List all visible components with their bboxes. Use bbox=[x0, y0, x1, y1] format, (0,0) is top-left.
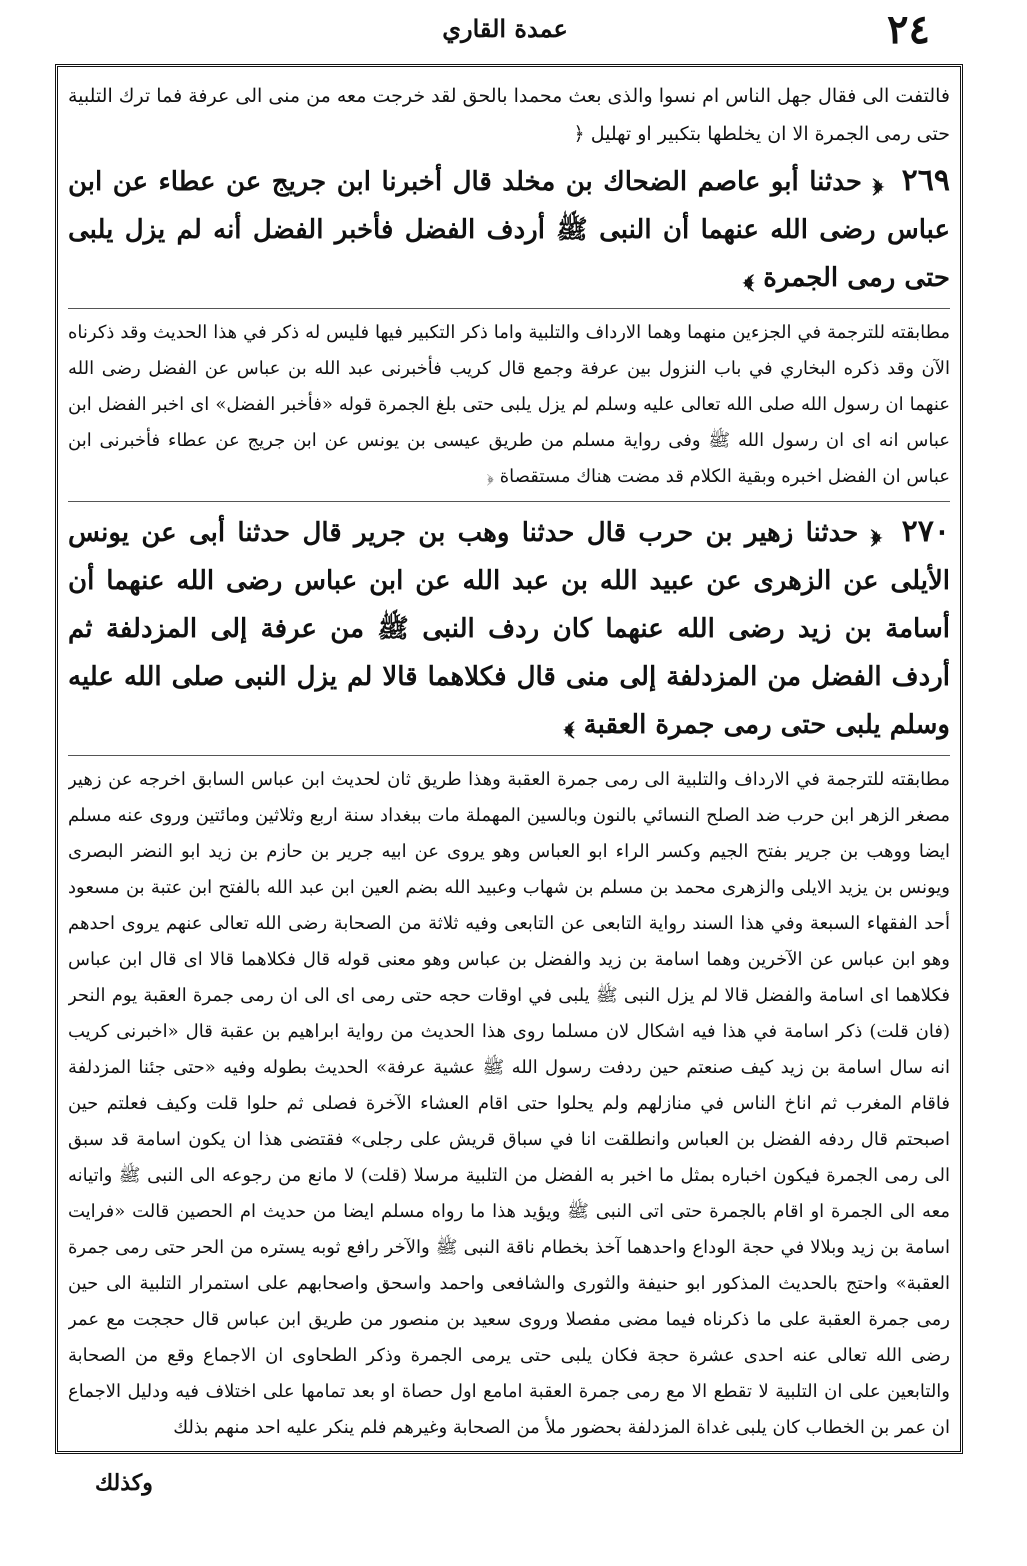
catchword: وكذلك bbox=[95, 1470, 153, 1496]
hadith-270 bbox=[68, 508, 950, 749]
hadith-269 bbox=[68, 157, 950, 302]
text-frame bbox=[55, 64, 963, 1454]
divider bbox=[68, 308, 950, 309]
page-header bbox=[60, 8, 950, 58]
hadith-number-270: ٢٧٠ bbox=[901, 514, 950, 549]
divider bbox=[68, 755, 950, 756]
hadith-text-270: ﴿ حدثنا زهير بن حرب قال حدثنا وهب بن جرير قال حدثنا أبى عن يونس الأيلى عن الزهرى عن عبيد الله بن عبد الله عن ابن عباس رضى الله عنهما أن أسامة بن زيد رضى الله عنهما كان ردف النبى ﷺ من عرفة إلى المزدلفة ثم أردف الفضل من المزدلفة إلى منى قال فكلاهما قالا لم يزل النبى صلى الله عليه وسلم يلبى حتى رمى جمرة العقبة ﴾ bbox=[68, 518, 950, 740]
text-body bbox=[68, 77, 950, 1441]
commentary-269: مطابقته للترجمة في الجزءين منهما وهما الارداف والتلبية واما ذكر التكبير فيها فليس له ذكر في هذا الحديث وقد ذكرناه الآن وقد ذكره البخاري في باب النزول بين عرفة وجمع قال كريب فأخبرنى عبد الله بن عباس عن الفضل رضى الله عنهما ان رسول الله صلى الله تعالى عليه وسلم لم يزل يلبى حتى بلغ الجمرة قوله «فأخبر الفضل» اى اخبر الفضل ابن عباس انه اى ان رسول الله ﷺ وفى رواية مسلم من طريق عيسى بن يونس عن ابن جريج عن عطاء فأخبرنى ابن عباس ان الفضل اخبره وبقية الكلام قد مضت هناك مستقصاة ﴿ bbox=[68, 322, 950, 487]
hadith-text-269: ﴿ حدثنا أبو عاصم الضحاك بن مخلد قال أخبرنا ابن جريج عن عطاء عن ابن عباس رضى الله عنهما أن النبى ﷺ أردف الفضل فأخبر الفضل أنه لم يزل يلبى حتى رمى الجمرة ﴾ bbox=[68, 167, 950, 293]
divider bbox=[68, 501, 950, 502]
page-number: ٢٤ bbox=[887, 6, 930, 53]
commentary-270: مطابقته للترجمة في الارداف والتلبية الى رمى جمرة العقبة وهذا طريق ثان لحديث ابن عباس السابق اخرجه عن زهير مصغر الزهر ابن حرب ضد الصلح النسائي بالنون وبالسين المهملة مات ببغداد سنة اربع وثلاثين ومائتين وروى عنه مسلم ايضا ووهب بن جرير بفتح الجيم وكسر الراء ابو العباس وهو يروى عن ابيه جرير بن حازم بن زيد ابو النضر البصرى ويونس بن يزيد الايلى والزهرى محمد بن مسلم بن شهاب وعبيد الله بضم العين ابن عبد الله بالفتح ابن عتبة بن مسعود أحد الفقهاء السبعة وفي هذا السند رواية التابعى عن التابعى وفيه ثلاثة من الصحابة رضى الله تعالى عنهم يروى احدهم وهو ابن عباس عن الآخرين وهما اسامة بن زيد والفضل بن عباس وهو معنى قوله قال فكلاهما قالا اى قال ابن عباس فكلاهما اى اسامة والفضل قالا لم يزل النبى ﷺ يلبى في اوقات حجه حتى رمى اى الى ان رمى جمرة العقبة يوم النحر (فان قلت) ذكر اسامة في هذا فيه اشكال لان مسلما روى هذا الحديث من رواية ابراهيم بن عقبة قال «اخبرنى كريب انه سال اسامة بن زيد كيف صنعتم حين ردفت رسول الله ﷺ عشية عرفة» الحديث بطوله وفيه «حتى جئنا المزدلفة فاقام المغرب ثم اناخ الناس في منازلهم ولم يحلوا حتى اقام العشاء الآخرة فصلى ثم حلوا قلت وكيف فعلتم حين اصبحتم قال ردفه الفضل بن العباس وانطلقت انا في سباق قريش على رجلى» فقتضى هذا ان يكون اسامة قد سبق الى رمى الجمرة فيكون اخباره بمثل ما اخبر به الفضل من التلبية مرسلا (قلت) لا مانع من رجوعه الى النبى ﷺ واتيانه معه الى الجمرة او اقام بالجمرة حتى اتى النبى ﷺ ويؤيد هذا ما رواه مسلم ايضا من حديث ام الحصين قالت «فرايت اسامة بن زيد وبلالا في حجة الوداع واحدهما آخذ بخطام ناقة النبى ﷺ والآخر رافع ثوبه يستره من الحر حتى رمى جمرة العقبة» واحتج بالحديث المذكور ابو حنيفة والثورى والشافعى واحمد واسحق واصحابهم على استمرار التلبية الى حين رمى جمرة العقبة على ما ذكرناه فيما مضى مفصلا وروى سعيد بن منصور من طريق ابن عباس قال حججت مع عمر رضى الله تعالى عنه احدى عشرة حجة فكان يلبى حتى يرمى الجمرة وذكر الطحاوى ان الاجماع وقع من الصحابة والتابعين على ان التلبية لا تقطع الا مع رمى جمرة العقبة امامع اول حصاة او بعد تمامها على اختلاف فيه ودليل الاجماع ان عمر بن الخطاب كان يلبى غداة المزدلفة بحضور ملأ من الصحابة وغيرهم فلم ينكر عليه احد منهم بذلك bbox=[68, 769, 950, 1438]
hadith-number-269: ٢٦٩ bbox=[901, 163, 950, 198]
running-title: عمدة القاري bbox=[442, 14, 568, 43]
intro-paragraph: فالتفت الى فقال جهل الناس ام نسوا والذى بعث محمدا بالحق لقد خرجت معه من منى الى عرفة فما ترك التلبية حتى رمى الجمرة الا ان يخلطها بتكبير او تهليل ﴿ bbox=[68, 85, 950, 145]
